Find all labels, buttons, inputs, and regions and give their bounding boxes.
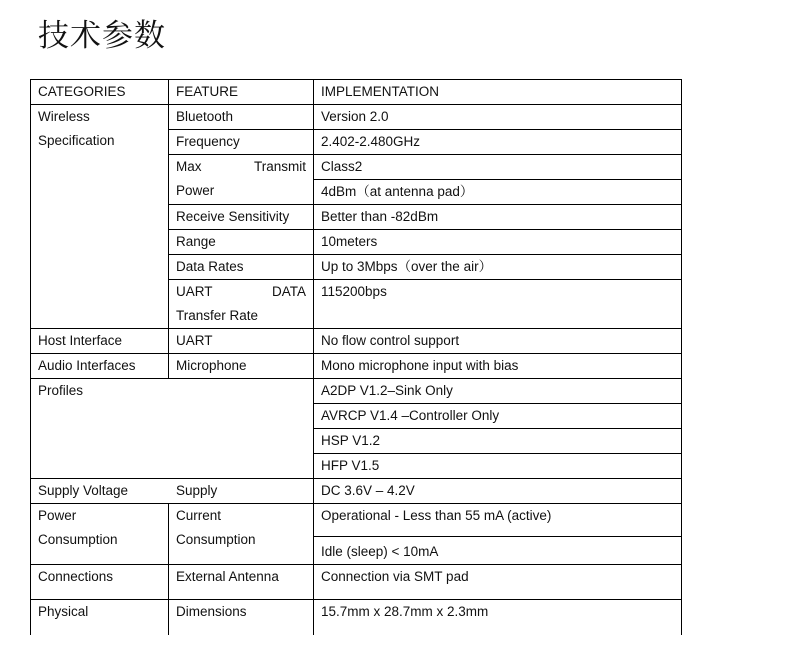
feature-range: Range [169, 230, 314, 255]
header-feature: FEATURE [169, 80, 314, 105]
feature-max-transmit-power: Max Transmit Power [169, 155, 314, 205]
category-power-consumption: Power Consumption [31, 504, 169, 565]
value-receive-sensitivity: Better than -82dBm [314, 205, 682, 230]
spec-table [30, 79, 682, 635]
value-connections: Connection via SMT pad [314, 565, 682, 600]
feature-frequency: Frequency [169, 130, 314, 155]
table-row [31, 354, 682, 379]
feature-microphone: Microphone [169, 354, 314, 379]
value-power-class: Class2 [314, 155, 682, 180]
value-microphone: Mono microphone input with bias [314, 354, 682, 379]
value-data-rates: Up to 3Mbps（over the air） [314, 255, 682, 280]
profile-item: HFP V1.5 [314, 454, 682, 479]
value-supply: DC 3.6V – 4.2V [314, 479, 682, 504]
category-host-interface: Host Interface [31, 329, 169, 354]
category-audio-interfaces: Audio Interfaces [31, 354, 169, 379]
table-row [31, 600, 682, 636]
table-row [31, 479, 682, 504]
value-idle-current: Idle (sleep) < 10mA [314, 537, 682, 565]
feature-data-rates: Data Rates [169, 255, 314, 280]
profile-item: A2DP V1.2–Sink Only [314, 379, 682, 404]
category-profiles: Profiles [31, 379, 314, 479]
value-host-interface: No flow control support [314, 329, 682, 354]
value-range: 10meters [314, 230, 682, 255]
feature-external-antenna: External Antenna [169, 565, 314, 600]
value-power-dbm: 4dBm（at antenna pad） [314, 180, 682, 205]
value-uart-transfer-rate: 115200bps [314, 280, 682, 329]
table-row [31, 504, 682, 537]
table-row [31, 105, 682, 130]
header-categories: CATEGORIES [31, 80, 169, 105]
profile-item: AVRCP V1.4 –Controller Only [314, 404, 682, 429]
table-row [31, 379, 682, 404]
feature-receive-sensitivity: Receive Sensitivity [169, 205, 314, 230]
table-row [31, 329, 682, 354]
value-dimensions: 15.7mm x 28.7mm x 2.3mm [314, 600, 682, 636]
profile-item: HSP V1.2 [314, 429, 682, 454]
feature-uart-transfer-rate: UART DATA Transfer Rate [169, 280, 314, 329]
value-bluetooth: Version 2.0 [314, 105, 682, 130]
feature-dimensions: Dimensions [169, 600, 314, 636]
feature-bluetooth: Bluetooth [169, 105, 314, 130]
category-wireless: Wireless Specification [31, 105, 169, 329]
value-operational-current: Operational - Less than 55 mA (active) [314, 504, 682, 537]
header-implementation: IMPLEMENTATION [314, 80, 682, 105]
header-row [31, 80, 682, 105]
category-physical: Physical [31, 600, 169, 636]
feature-uart: UART [169, 329, 314, 354]
table-row [31, 565, 682, 600]
category-supply-voltage: Supply Voltage Supply [31, 479, 314, 504]
feature-current-consumption: Current Consumption [169, 504, 314, 565]
category-connections: Connections [31, 565, 169, 600]
value-frequency: 2.402-2.480GHz [314, 130, 682, 155]
page-title: 技术参数 [38, 18, 166, 54]
